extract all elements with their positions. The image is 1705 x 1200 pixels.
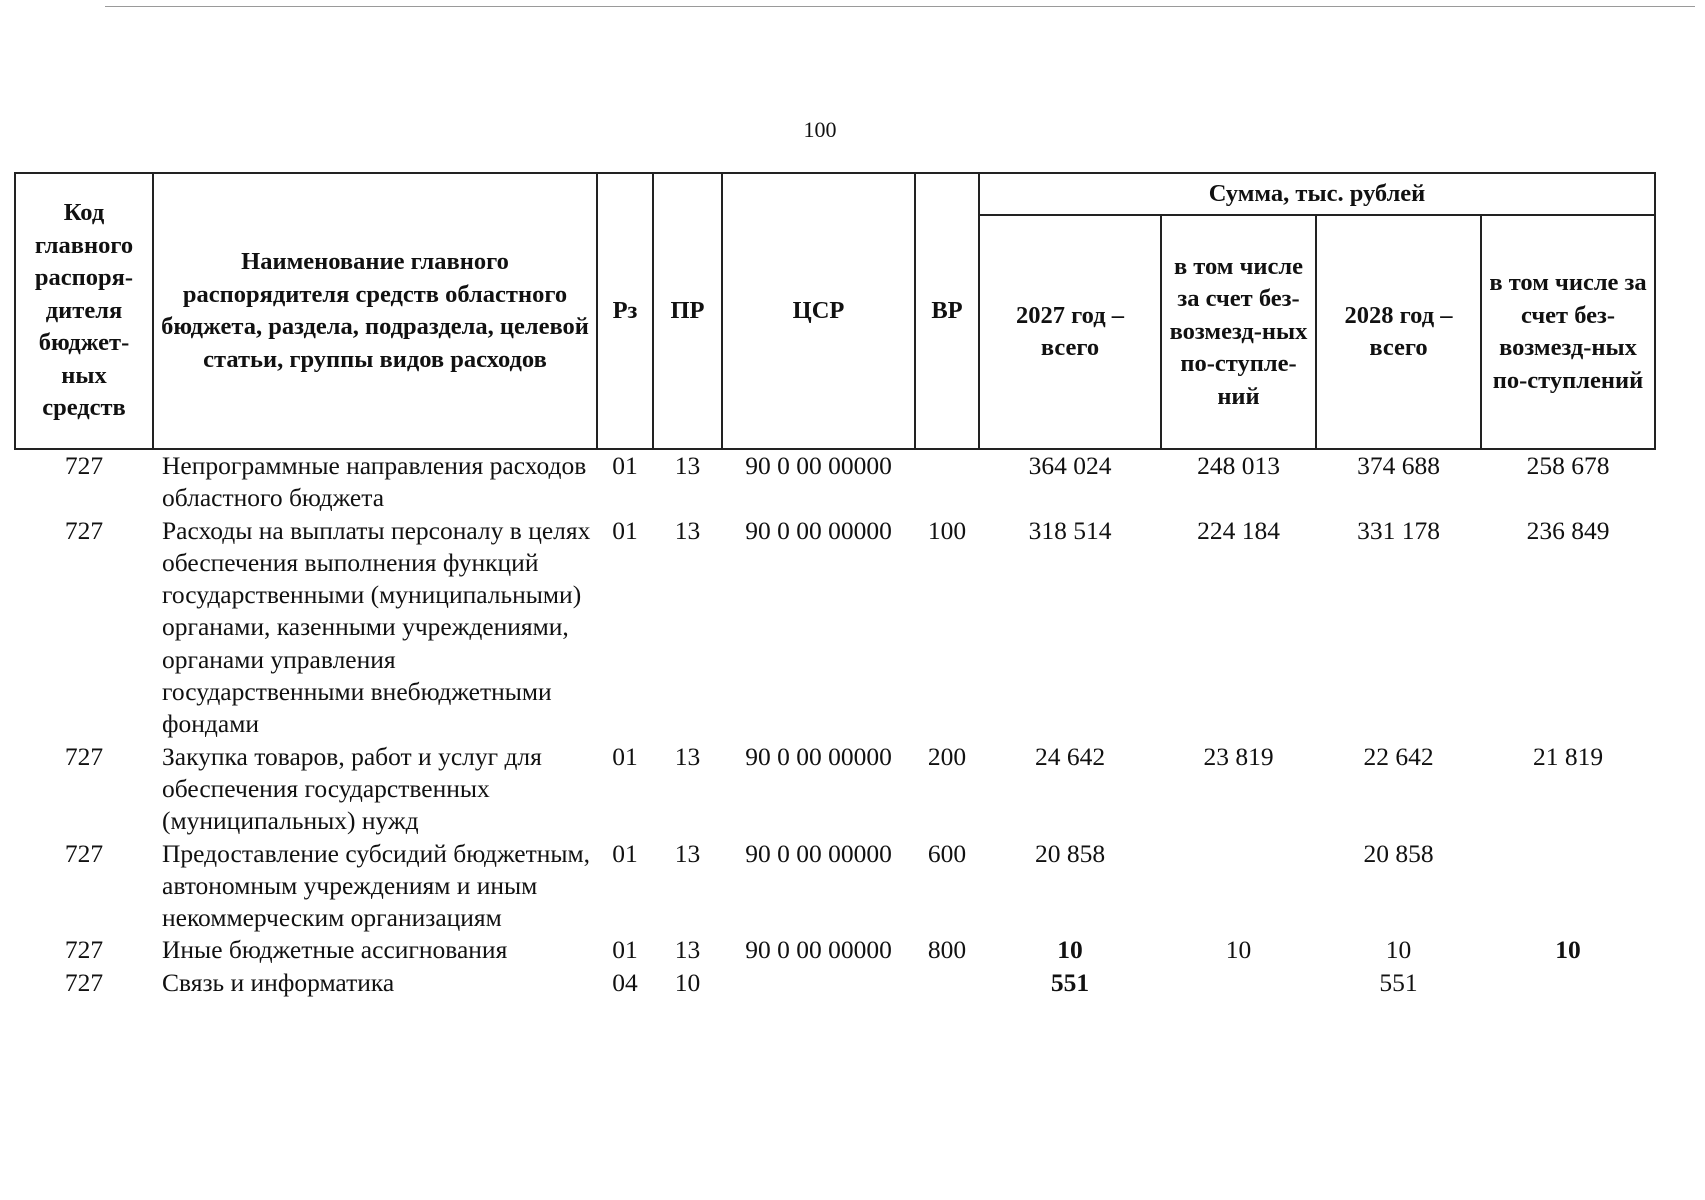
- header-2028-gratuitous: в том числе за счет без-возмезд-ных по-ступлений: [1481, 215, 1655, 449]
- cell-vr: 100: [927, 515, 967, 545]
- cell-pr: 13: [674, 838, 701, 868]
- cell-2027-gratuitous: [1161, 967, 1316, 999]
- cell-name: Непрограммные направления расходов областного бюджета: [162, 451, 587, 513]
- cell-pr: 13: [674, 451, 701, 480]
- cell-name: Иные бюджетные ассигнования: [162, 935, 508, 965]
- cell-2028-total: 20 858: [1363, 838, 1434, 868]
- cell-2028-total: 22 642: [1363, 741, 1434, 771]
- cell-2028-gratuitous: 10: [1555, 935, 1581, 965]
- cell-2028-total: 374 688: [1357, 451, 1440, 480]
- table-body: [15, 449, 1655, 999]
- cell-csr: 90 0 00 00000: [745, 451, 892, 480]
- cell-2028-gratuitous: 236 849: [1526, 515, 1610, 545]
- header-pr: ПР: [653, 173, 722, 449]
- header-name: Наименование главного распорядителя средств областного бюджета, раздела, подраздела, целевой статьи, группы видов расходов: [153, 173, 597, 449]
- cell-code: 727: [64, 451, 104, 480]
- table-header: [15, 173, 1655, 449]
- cell-2027-total: 20 858: [1034, 838, 1106, 868]
- cell-code: 727: [64, 741, 104, 771]
- cell-csr: 90 0 00 00000: [745, 515, 892, 545]
- cell-2028-total: 551: [1379, 967, 1418, 997]
- cell-pr: 10: [674, 967, 701, 997]
- cell-code: 727: [64, 935, 104, 965]
- cell-rz: 01: [612, 741, 638, 771]
- cell-code: 727: [64, 515, 104, 545]
- cell-pr: 13: [674, 515, 701, 545]
- table-row: [15, 449, 1655, 515]
- cell-csr: 90 0 00 00000: [745, 838, 892, 868]
- cell-2027-total: 364 024: [1028, 451, 1112, 480]
- cell-name: Расходы на выплаты персоналу в целях обеспечения выполнения функций государственными (муниципальными) органами, казенными учреждениями, органами управления государственными внебюджетными фондами: [162, 515, 591, 739]
- cell-csr: 90 0 00 00000: [745, 935, 892, 965]
- cell-code: 727: [64, 838, 104, 868]
- budget-table: [14, 172, 1656, 999]
- header-2028-total: 2028 год – всего: [1316, 215, 1481, 449]
- cell-2027-gratuitous: [1161, 838, 1316, 935]
- cell-csr: 90 0 00 00000: [745, 741, 892, 771]
- cell-2027-total: 318 514: [1028, 515, 1112, 545]
- cell-code: 727: [64, 967, 104, 997]
- cell-2027-gratuitous: 23 819: [1203, 741, 1274, 771]
- cell-rz: 01: [612, 935, 638, 965]
- cell-rz: 01: [612, 838, 638, 868]
- cell-rz: 01: [612, 515, 638, 545]
- header-csr: ЦСР: [722, 173, 915, 449]
- cell-vr: 800: [927, 935, 967, 965]
- cell-pr: 13: [674, 741, 701, 771]
- table-row: [15, 838, 1655, 935]
- header-vr: ВР: [915, 173, 979, 449]
- table-row: [15, 934, 1655, 966]
- header-2027-gratuitous: в том числе за счет без-возмезд-ных по-ступле-ний: [1161, 215, 1316, 449]
- cell-2027-total: 10: [1057, 935, 1083, 965]
- cell-name: Связь и информатика: [162, 967, 395, 997]
- cell-name: Предоставление субсидий бюджетным, автономным учреждениям и иным некоммерческим организациям: [162, 838, 591, 933]
- table-row: [15, 967, 1655, 999]
- cell-2027-gratuitous: 10: [1225, 935, 1252, 965]
- scan-edge-line: [105, 6, 1695, 7]
- cell-pr: 13: [674, 935, 701, 965]
- table-row: [15, 515, 1655, 741]
- cell-vr: [915, 967, 979, 999]
- cell-2028-gratuitous: [1481, 967, 1655, 999]
- cell-2028-total: 331 178: [1357, 515, 1440, 545]
- cell-2027-total: 24 642: [1034, 741, 1106, 771]
- cell-vr: [915, 449, 979, 515]
- header-sum-group: Сумма, тыс. рублей: [979, 173, 1655, 215]
- cell-rz: 04: [612, 967, 638, 997]
- cell-csr: [722, 967, 915, 999]
- header-code: Код главного распоря-дителя бюджет-ных средств: [15, 173, 153, 449]
- page-number: 100: [803, 117, 837, 142]
- cell-2027-gratuitous: 224 184: [1197, 515, 1280, 545]
- header-rz: Рз: [597, 173, 653, 449]
- cell-name: Закупка товаров, работ и услуг для обеспечения государственных (муниципальных) нужд: [162, 741, 542, 836]
- table-row: [15, 741, 1655, 838]
- cell-2027-gratuitous: 248 013: [1197, 451, 1280, 480]
- cell-2028-total: 10: [1385, 935, 1412, 965]
- cell-2028-gratuitous: [1481, 838, 1655, 935]
- cell-rz: 01: [612, 451, 638, 480]
- cell-vr: 200: [927, 741, 967, 771]
- cell-2027-total: 551: [1050, 967, 1090, 997]
- cell-vr: 600: [927, 838, 967, 868]
- cell-2028-gratuitous: 21 819: [1532, 741, 1604, 771]
- header-2027-total: 2027 год – всего: [979, 215, 1161, 449]
- cell-2028-gratuitous: 258 678: [1526, 451, 1610, 480]
